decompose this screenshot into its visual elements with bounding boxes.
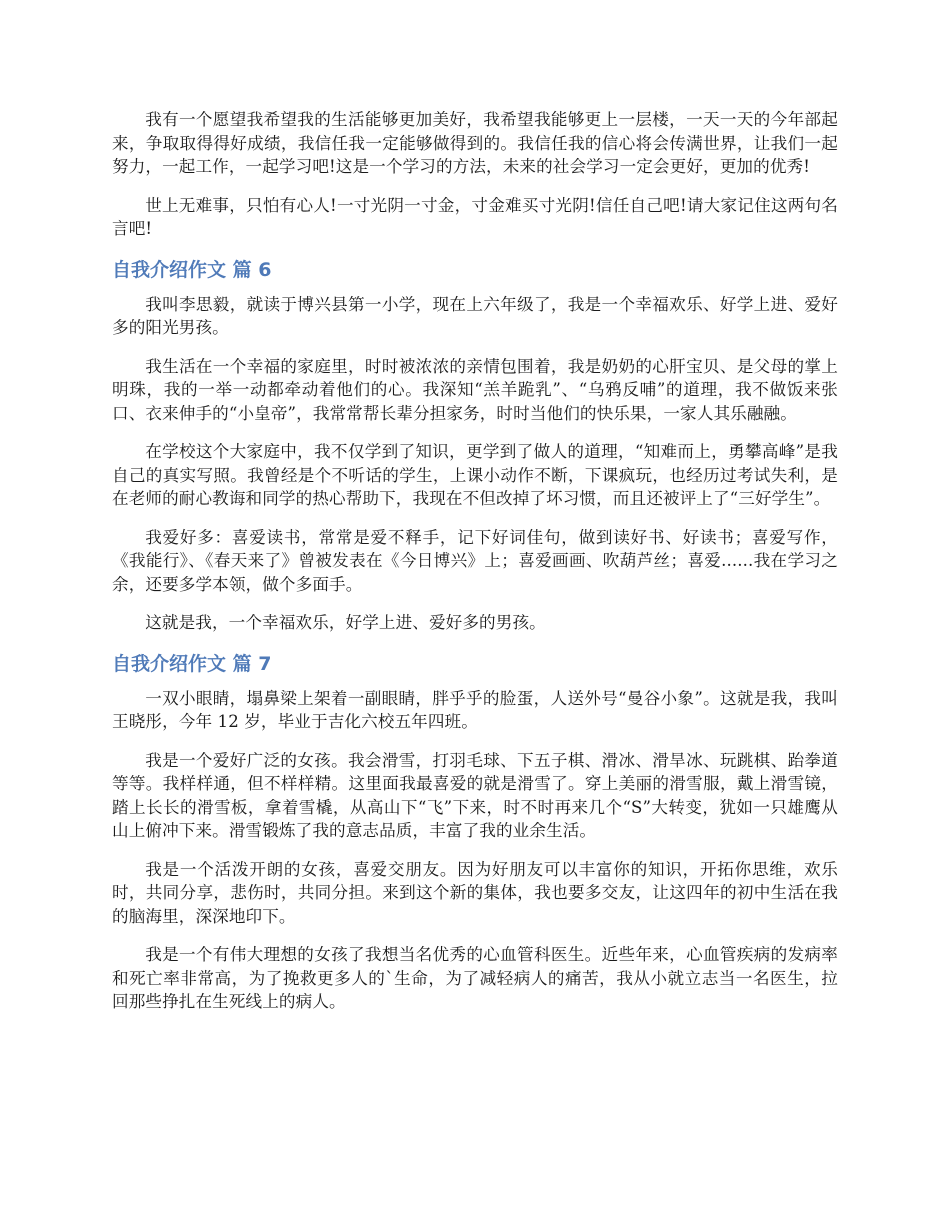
paragraph: 我是一个爱好广泛的女孩。我会滑雪，打羽毛球、下五子棋、滑冰、滑旱冰、玩跳棋、跆拳道等等。我样样通，但不样样精。这里面我最喜爱的就是滑雪了。穿上美丽的滑雪服，戴上滑雪镜，踏上长长的滑雪板，拿着雪橇，从高山下“飞”下来，时不时再来几个“S”大转变，犹如一只雄鹰从山上俯冲下来。滑雪锻炼了我的意志品质，丰富了我的业余生活。 [112, 750, 838, 840]
paragraph: 我是一个有伟大理想的女孩了我想当名优秀的心血管科医生。近些年来，心血管疾病的发病率和死亡率非常高，为了挽救更多人的`生命，为了减轻病人的痛苦，我从小就立志当一名医生，拉回那些挣扎在生死线上的病人。 [112, 945, 838, 1011]
document-page [112, 108, 838, 1029]
paragraph: 我有一个愿望我希望我的生活能够更加美好，我希望我能够更上一层楼，一天一天的今年部起来，争取取得得好成绩，我信任我一定能够做得到的。我信任我的信心将会传满世界，让我们一起努力，一起工作，一起学习吧!这是一个学习的方法，未来的社会学习一定会更好，更加的优秀! [112, 110, 838, 176]
paragraph: 世上无难事，只怕有心人!一寸光阴一寸金，寸金难买寸光阴!信任自己吧!请大家记住这两句名言吧! [112, 195, 838, 238]
section-heading: 自我介绍作文 篇 7 [112, 652, 272, 675]
paragraph: 我生活在一个幸福的家庭里，时时被浓浓的亲情包围着，我是奶奶的心肝宝贝、是父母的掌上明珠，我的一举一动都牵动着他们的心。我深知“羔羊跪乳”、“乌鸦反哺”的道理，我不做饭来张口、衣来伸手的“小皇帝”，我常常帮长辈分担家务，时时当他们的快乐果，一家人其乐融融。 [112, 356, 838, 423]
paragraph: 我爱好多：喜爱读书，常常是爱不释手，记下好词佳句，做到读好书、好读书；喜爱写作，《我能行》、《春天来了》曾被发表在《今日博兴》上；喜爱画画、吹葫芦丝；喜爱......我在学习之余，还要多学本领，做个多面手。 [112, 527, 838, 594]
paragraph: 在学校这个大家庭中，我不仅学到了知识，更学到了做人的道理，“知难而上，勇攀高峰”是我自己的真实写照。我曾经是个不听话的学生，上课小动作不断，下课疯玩，也经历过考试失利，是在老师的耐心教诲和同学的热心帮助下，我现在不但改掉了坏习惯，而且还被评上了“三好学生”。 [112, 442, 838, 508]
paragraph: 我叫李思毅，就读于博兴县第一小学，现在上六年级了，我是一个幸福欢乐、好学上进、爱好多的阳光男孩。 [112, 294, 838, 337]
paragraph: 一双小眼睛，塌鼻梁上架着一副眼睛，胖乎乎的脸蛋，人送外号“曼谷小象”。这就是我，我叫王晓彤，今年 12 岁，毕业于吉化六校五年四班。 [112, 688, 838, 731]
paragraph: 这就是我，一个幸福欢乐，好学上进、爱好多的男孩。 [145, 613, 546, 632]
paragraph: 我是一个活泼开朗的女孩，喜爱交朋友。因为好朋友可以丰富你的知识，开拓你思维，欢乐时，共同分享，悲伤时，共同分担。来到这个新的集体，我也要多交友，让这四年的初中生活在我的脑海里，深深地印下。 [112, 859, 838, 926]
section-heading: 自我介绍作文 篇 6 [112, 258, 272, 281]
